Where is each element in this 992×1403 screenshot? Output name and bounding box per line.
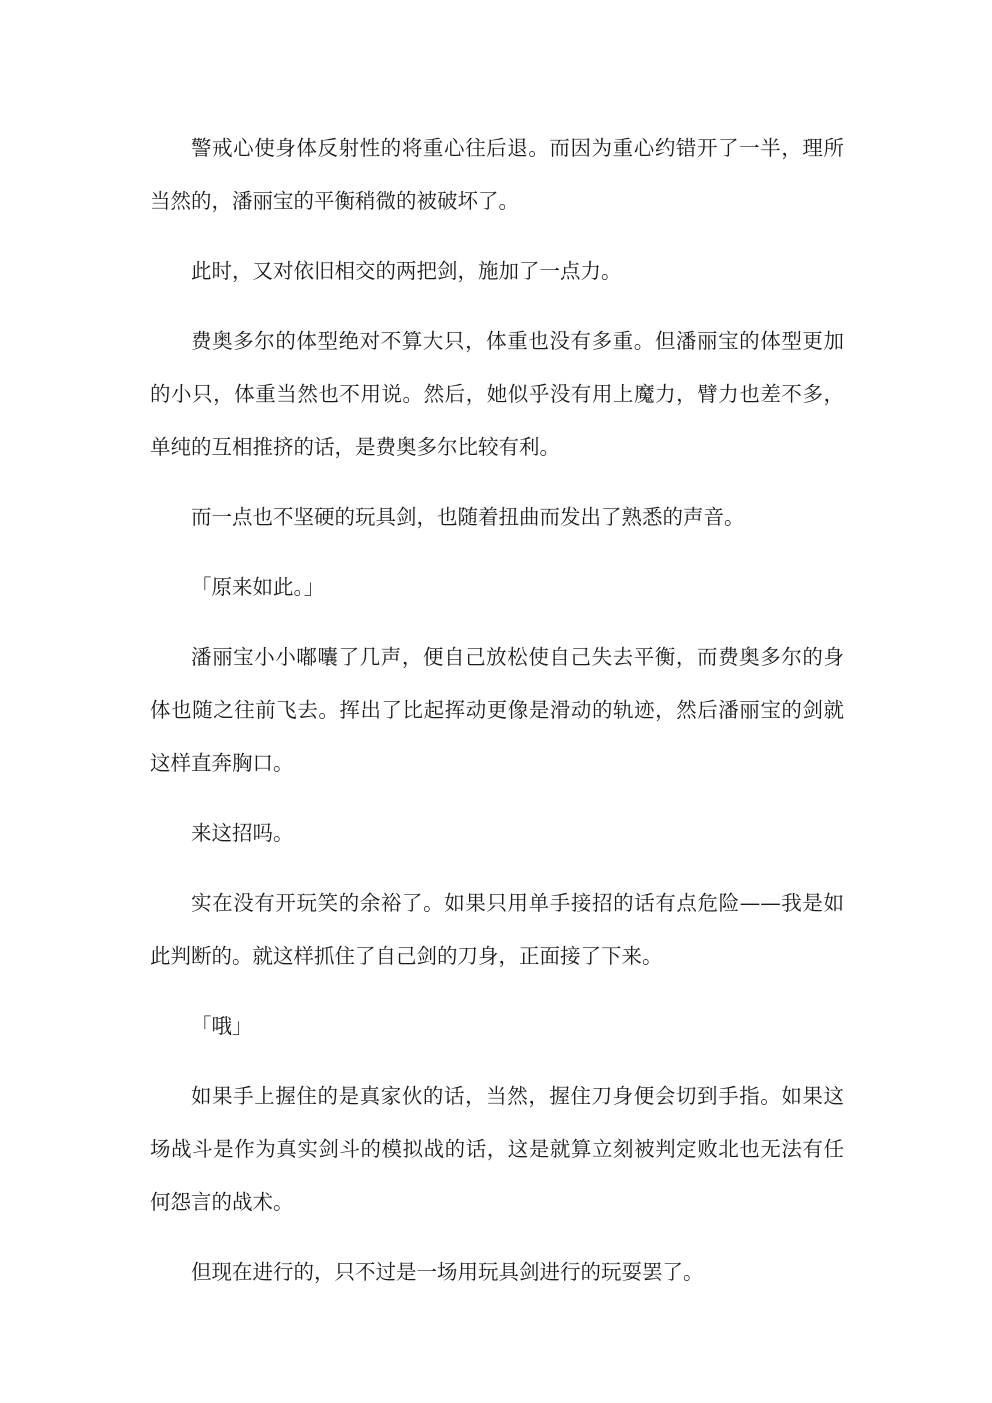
document-page xyxy=(150,122,844,1316)
paragraph-3: 费奥多尔的体型绝对不算大只，体重也没有多重。但潘丽宝的体型更加的小只，体重当然也不用说。然后，她似乎没有用上魔力，臂力也差不多，单纯的互相推挤的话，是费奥多尔比较有利。 xyxy=(150,329,844,459)
dialogue-line-1: 「原来如此。」 xyxy=(191,575,325,599)
paragraph-5: 潘丽宝小小嘟囔了几声，便自己放松使自己失去平衡，而费奥多尔的身体也随之往前飞去。挥出了比起挥动更像是滑动的轨迹，然后潘丽宝的剑就这样直奔胸口。 xyxy=(150,645,844,775)
paragraph-6: 来这招吗。 xyxy=(191,821,294,845)
dialogue-line-2: 「哦」 xyxy=(191,1014,253,1038)
paragraph-8: 如果手上握住的是真家伙的话，当然，握住刀身便会切到手指。如果这场战斗是作为真实剑斗的模拟战的话，这是就算立刻被判定败北也无法有任何怨言的战术。 xyxy=(150,1084,844,1214)
paragraph-9: 但现在进行的，只不过是一场用玩具剑进行的玩耍罢了。 xyxy=(191,1260,704,1284)
paragraph-1: 警戒心使身体反射性的将重心往后退。而因为重心约错开了一半，理所当然的，潘丽宝的平衡稍微的被破坏了。 xyxy=(150,136,844,213)
paragraph-4: 而一点也不坚硬的玩具剑，也随着扭曲而发出了熟悉的声音。 xyxy=(191,505,745,529)
paragraph-7: 实在没有开玩笑的余裕了。如果只用单手接招的话有点危险——我是如此判断的。就这样抓住了自己剑的刀身，正面接了下来。 xyxy=(150,891,844,968)
paragraph-2: 此时，又对依旧相交的两把剑，施加了一点力。 xyxy=(191,259,622,283)
